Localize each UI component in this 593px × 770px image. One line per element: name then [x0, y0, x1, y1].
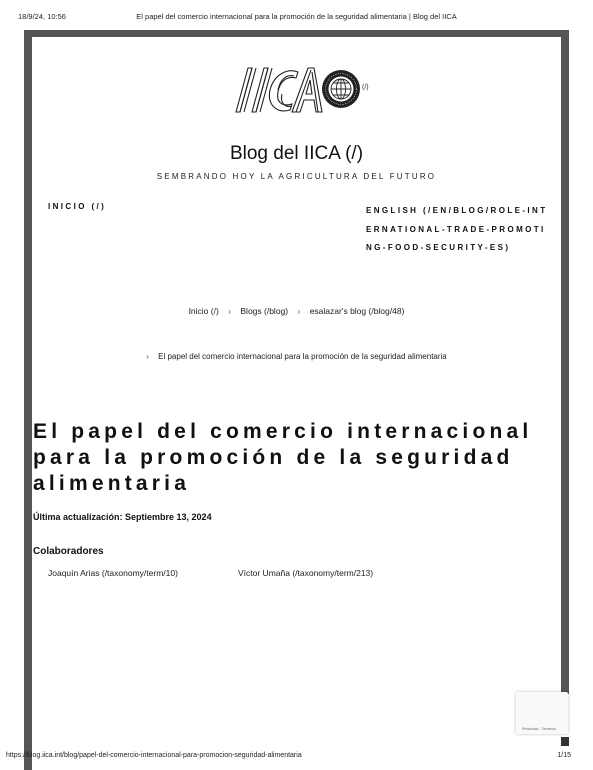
site-tagline: SEMBRANDO HOY LA AGRICULTURA DEL FUTURO	[156, 172, 437, 181]
print-footer	[0, 752, 593, 770]
print-page-title: El papel del comercio internacional para la promoción de la seguridad alimentaria | Blog del IICA	[136, 12, 457, 21]
recaptcha-terms[interactable]: Privacidad - Términos	[522, 727, 556, 731]
breadcrumb-separator: ›	[297, 306, 301, 316]
page-frame-top	[24, 30, 569, 37]
breadcrumb-item-blogs[interactable]: Blogs (/blog)	[240, 306, 289, 316]
iica-logo-graphic	[222, 62, 372, 116]
breadcrumb-current	[0, 352, 593, 361]
print-header	[0, 0, 593, 22]
collaborator-link[interactable]: Víctor Umaña (/taxonomy/term/213)	[238, 568, 374, 578]
page-frame-left	[24, 30, 32, 770]
collaborators-heading: Colaboradores	[33, 546, 104, 557]
article-title: El papel del comercio internacional para la promoción de la seguridad alimentaria	[33, 420, 533, 495]
nav-link-english[interactable]: ENGLISH (/EN/BLOG/ROLE-INTERNATIONAL-TRADE-PROMOTING-FOOD-SECURITY-ES)	[366, 206, 548, 252]
breadcrumb-separator: ›	[146, 352, 149, 361]
site-title[interactable]: Blog del IICA (/)	[229, 143, 364, 164]
print-page-number: 1/15	[557, 752, 571, 759]
logo-link-text[interactable]: (/)	[362, 84, 369, 91]
breadcrumb-separator: ›	[228, 306, 232, 316]
nav-link-inicio[interactable]: INICIO (/)	[48, 202, 107, 211]
last-updated: Última actualización: Septiembre 13, 2024	[33, 512, 212, 522]
breadcrumb-item-inicio[interactable]: Inicio (/)	[188, 306, 219, 316]
scroll-marker	[561, 737, 569, 746]
page-frame-right	[561, 30, 569, 694]
breadcrumb	[0, 306, 593, 316]
print-url: https://blog.iica.int/blog/papel-del-comercio-internacional-para-promocion-seguridad-alimentaria	[6, 752, 302, 759]
breadcrumb-item-author-blog[interactable]: esalazar's blog (/blog/48)	[309, 306, 405, 316]
iica-logo[interactable]	[222, 62, 372, 116]
recaptcha-badge[interactable]	[516, 692, 568, 734]
collaborator-link[interactable]: Joaquín Arias (/taxonomy/term/10)	[48, 568, 178, 578]
breadcrumb-current-label: El papel del comercio internacional para la promoción de la seguridad alimentaria	[158, 352, 447, 361]
print-datetime: 18/9/24, 10:56	[18, 12, 66, 21]
